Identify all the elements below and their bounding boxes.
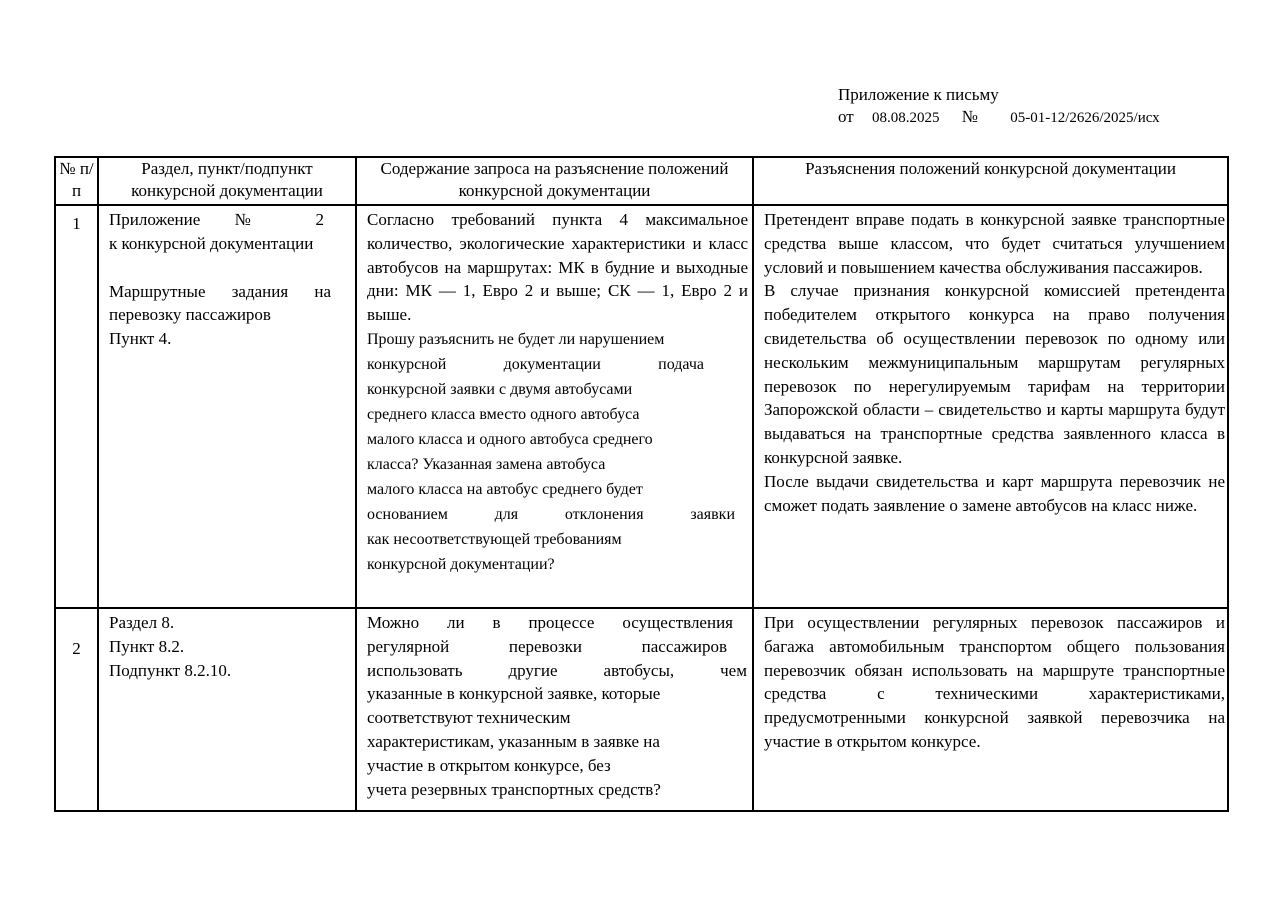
answer-paragraph: В случае признания конкурсной комиссией претендента победителем открытого конкурса на право получения свидетельства об осуществлении перевозок по одному или нескольким межмуниципальным маршрутам регулярных перевозок по нерегулируемым тарифам на территории Запорожской области – свидетельство и карты маршрута будут выдаваться на транспортные средства заявленного класса в конкурсной заявке. [764,281,1225,467]
section-line: Пункт 4. [109,329,172,349]
row-number: 2 [55,608,98,811]
answer-paragraph: При осуществлении регулярных перевозок пассажиров и багажа автомобильным транспортом общего пользования перевозчик обязан использовать на маршруте транспортные средства с техническими характеристиками, предусмотренными конкурсной заявкой перевозчика на участие в открытом конкурсе. [764,613,1225,751]
request-text: Согласно требований пункта 4 максимальное количество, экологические характеристики и класс автобусов на маршрутах: МК в будние и выходные дни: МК — 1, Евро 2 и выше; СК — 1, Евро 2 и выше. [367,210,748,325]
header-from-label: от [838,107,854,126]
request-line: основанием для отклонения заявки [367,505,735,523]
request-line: как несоответствующей требованиям [367,530,622,548]
column-header-answer: Разъяснения положений конкурсной документации [753,157,1228,205]
section-line: перевозку пассажиров [109,305,271,325]
answer-paragraph: Претендент вправе подать в конкурсной заявке транспортные средства выше классом, что будет считаться улучшением условий и повышением качества обслуживания пассажиров. [764,210,1225,277]
request-line: Можно ли в процессе осуществления [367,613,733,632]
column-header-section: Раздел, пункт/подпункт конкурсной документации [98,157,356,205]
table-row [55,608,1228,811]
header-date: 08.08.2025 [871,110,940,126]
request-line: регулярной перевозки пассажиров [367,636,727,656]
request-line: класса? Указанная замена автобуса [367,455,606,473]
request-line: конкурсной документации? [367,555,555,573]
document-header [838,84,1160,129]
request-line: учета резервных транспортных средств? [367,779,661,799]
request-cell [356,608,753,811]
header-title: Приложение к письму [838,85,999,104]
request-line: участие в открытом конкурсе, без [367,755,611,775]
request-line: среднего класса вместо одного автобуса [367,405,640,423]
header-number: 05-01-12/2626/2025/исх [1010,110,1160,126]
request-line: конкурсной документации подача [367,355,704,373]
request-cell [356,205,753,608]
section-line: Пункт 8.2. [109,636,185,656]
section-line: Раздел 8. [109,613,175,632]
table-header-row [55,157,1228,205]
table-row [55,205,1228,608]
section-cell [98,608,356,811]
answer-cell [753,205,1228,608]
header-number-label: № [961,107,978,126]
request-line: малого класса на автобус среднего будет [367,480,643,498]
section-line: к конкурсной документации [109,233,314,253]
request-line: соответствуют техническим [367,708,571,728]
section-line: Маршрутные задания на [109,281,331,301]
request-line: конкурсной заявки с двумя автобусами [367,380,633,398]
column-header-request: Содержание запроса на разъяснение положений конкурсной документации [356,157,753,205]
section-cell [98,205,356,608]
request-line: использовать другие автобусы, чем [367,660,747,680]
header-date-number [838,106,1160,129]
request-line: указанные в конкурсной заявке, которые [367,684,661,704]
row-number: 1 [55,205,98,608]
section-line: Приложение № 2 [109,210,324,229]
request-question [367,327,748,577]
request-line: Прошу разъяснить не будет ли нарушением [367,330,665,348]
answer-paragraph: После выдачи свидетельства и карт маршрута перевозчик не сможет подать заявление о замене автобусов на класс ниже. [764,471,1225,515]
section-line: Подпункт 8.2.10. [109,660,232,680]
clarifications-table [54,156,1229,812]
request-line: малого класса и одного автобуса среднего [367,430,653,448]
answer-cell [753,608,1228,811]
request-line: характеристикам, указанным в заявке на [367,731,660,751]
column-header-number: № п/п [55,157,98,205]
